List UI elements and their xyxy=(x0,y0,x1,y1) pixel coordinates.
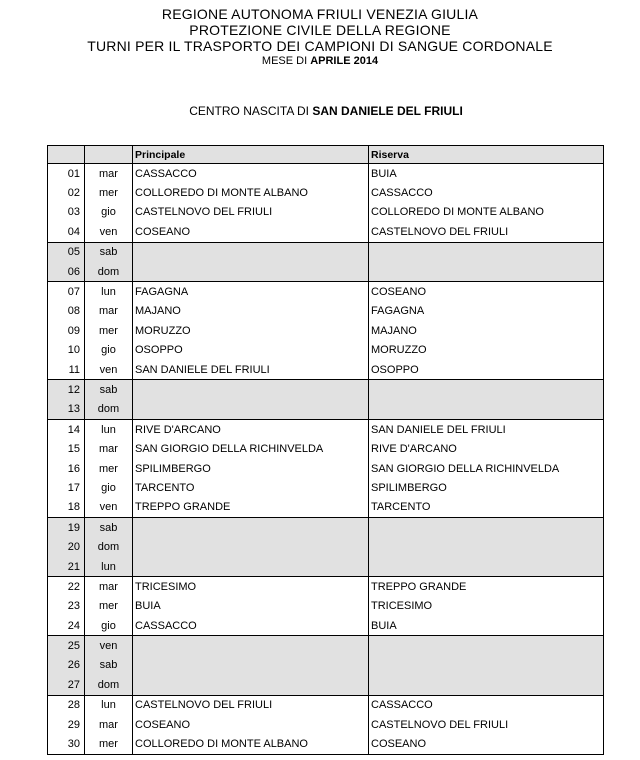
month-line xyxy=(0,54,640,68)
weekday-cell: gio xyxy=(85,341,133,360)
date-cell: 30 xyxy=(48,734,85,754)
month-value: APRILE 2014 xyxy=(310,55,379,67)
date-cell: 19 xyxy=(48,518,85,538)
table-row xyxy=(48,341,604,360)
weekday-cell: sab xyxy=(85,518,133,538)
date-cell: 22 xyxy=(48,577,85,597)
table-row xyxy=(48,203,604,222)
principale-cell xyxy=(133,380,369,400)
date-cell: 24 xyxy=(48,616,85,636)
weekday-cell: mer xyxy=(85,459,133,478)
weekday-cell: gio xyxy=(85,203,133,222)
principale-cell: MAJANO xyxy=(133,302,369,321)
riserva-cell xyxy=(369,537,604,556)
weekday-cell: mar xyxy=(85,577,133,597)
riserva-cell: TRICESIMO xyxy=(369,597,604,616)
date-cell: 27 xyxy=(48,675,85,695)
table-row xyxy=(48,222,604,242)
table-row xyxy=(48,616,604,636)
riserva-cell xyxy=(369,242,604,262)
table-row xyxy=(48,695,604,715)
weekday-cell: mer xyxy=(85,597,133,616)
weekday-cell: dom xyxy=(85,537,133,556)
weekday-cell: ven xyxy=(85,360,133,380)
date-cell: 10 xyxy=(48,341,85,360)
department-title: PROTEZIONE CIVILE DELLA REGIONE xyxy=(189,22,451,38)
table-row xyxy=(48,321,604,340)
table-row xyxy=(48,242,604,262)
riserva-cell xyxy=(369,380,604,400)
principale-cell: TRICESIMO xyxy=(133,577,369,597)
date-cell: 04 xyxy=(48,222,85,242)
principale-cell: COSEANO xyxy=(133,222,369,242)
principale-cell xyxy=(133,675,369,695)
principale-cell: SAN GIORGIO DELLA RICHINVELDA xyxy=(133,439,369,458)
principale-cell: OSOPPO xyxy=(133,341,369,360)
document-header xyxy=(0,6,640,68)
region-title: REGIONE AUTONOMA FRIULI VENEZIA GIULIA xyxy=(161,6,479,22)
principale-cell: COSEANO xyxy=(133,715,369,734)
date-cell: 21 xyxy=(48,557,85,577)
table-row xyxy=(48,734,604,754)
riserva-cell: CASSACCO xyxy=(369,183,604,202)
weekday-cell: mar xyxy=(85,302,133,321)
riserva-cell: TREPPO GRANDE xyxy=(369,577,604,597)
header-riserva: Riserva xyxy=(369,146,604,164)
weekday-cell: mar xyxy=(85,439,133,458)
riserva-cell: MORUZZO xyxy=(369,341,604,360)
principale-cell: COLLOREDO DI MONTE ALBANO xyxy=(133,183,369,202)
table-row xyxy=(48,420,604,440)
weekday-cell: ven xyxy=(85,222,133,242)
date-cell: 08 xyxy=(48,302,85,321)
principale-cell: CASSACCO xyxy=(133,164,369,184)
date-cell: 28 xyxy=(48,695,85,715)
riserva-cell: BUIA xyxy=(369,164,604,184)
table-row xyxy=(48,518,604,538)
riserva-cell xyxy=(369,656,604,675)
principale-cell xyxy=(133,557,369,577)
riserva-cell: COSEANO xyxy=(369,734,604,754)
header-date xyxy=(48,146,85,164)
table-row xyxy=(48,302,604,321)
weekday-cell: ven xyxy=(85,498,133,518)
table-row xyxy=(48,262,604,282)
weekday-cell: mar xyxy=(85,164,133,184)
principale-cell: CASSACCO xyxy=(133,616,369,636)
principale-cell xyxy=(133,242,369,262)
weekday-cell: mar xyxy=(85,715,133,734)
date-cell: 18 xyxy=(48,498,85,518)
principale-cell: BUIA xyxy=(133,597,369,616)
principale-cell: COLLOREDO DI MONTE ALBANO xyxy=(133,734,369,754)
riserva-cell: SAN GIORGIO DELLA RICHINVELDA xyxy=(369,459,604,478)
weekday-cell: mer xyxy=(85,734,133,754)
weekday-cell: mer xyxy=(85,183,133,202)
weekday-cell: ven xyxy=(85,636,133,656)
weekday-cell: lun xyxy=(85,282,133,302)
riserva-cell xyxy=(369,636,604,656)
date-cell: 06 xyxy=(48,262,85,282)
date-cell: 16 xyxy=(48,459,85,478)
table-row xyxy=(48,636,604,656)
riserva-cell: FAGAGNA xyxy=(369,302,604,321)
schedule-body xyxy=(48,164,604,755)
date-cell: 26 xyxy=(48,656,85,675)
weekday-cell: sab xyxy=(85,380,133,400)
table-header-row xyxy=(48,146,604,164)
date-cell: 11 xyxy=(48,360,85,380)
date-cell: 14 xyxy=(48,420,85,440)
weekday-cell: sab xyxy=(85,242,133,262)
riserva-cell xyxy=(369,262,604,282)
date-cell: 07 xyxy=(48,282,85,302)
date-cell: 15 xyxy=(48,439,85,458)
principale-cell xyxy=(133,262,369,282)
table-row xyxy=(48,459,604,478)
riserva-cell: TARCENTO xyxy=(369,498,604,518)
principale-cell: RIVE D'ARCANO xyxy=(133,420,369,440)
table-row xyxy=(48,164,604,184)
riserva-cell: CASSACCO xyxy=(369,695,604,715)
riserva-cell: OSOPPO xyxy=(369,360,604,380)
date-cell: 12 xyxy=(48,380,85,400)
riserva-cell: CASTELNOVO DEL FRIULI xyxy=(369,222,604,242)
date-cell: 23 xyxy=(48,597,85,616)
riserva-cell: RIVE D'ARCANO xyxy=(369,439,604,458)
principale-cell: CASTELNOVO DEL FRIULI xyxy=(133,203,369,222)
riserva-cell: BUIA xyxy=(369,616,604,636)
principale-cell xyxy=(133,400,369,420)
date-cell: 25 xyxy=(48,636,85,656)
table-row xyxy=(48,439,604,458)
date-cell: 17 xyxy=(48,478,85,497)
table-row xyxy=(48,282,604,302)
riserva-cell: COLLOREDO DI MONTE ALBANO xyxy=(369,203,604,222)
riserva-cell: CASTELNOVO DEL FRIULI xyxy=(369,715,604,734)
date-cell: 29 xyxy=(48,715,85,734)
centro-name: SAN DANIELE DEL FRIULI xyxy=(312,104,463,118)
table-row xyxy=(48,537,604,556)
date-cell: 20 xyxy=(48,537,85,556)
weekday-cell: dom xyxy=(85,675,133,695)
table-row xyxy=(48,183,604,202)
date-cell: 13 xyxy=(48,400,85,420)
weekday-cell: gio xyxy=(85,478,133,497)
table-row xyxy=(48,498,604,518)
principale-cell: TREPPO GRANDE xyxy=(133,498,369,518)
table-row xyxy=(48,675,604,695)
table-row xyxy=(48,380,604,400)
table-row xyxy=(48,656,604,675)
weekday-cell: mer xyxy=(85,321,133,340)
weekday-cell: sab xyxy=(85,656,133,675)
riserva-cell: COSEANO xyxy=(369,282,604,302)
document-title: TURNI PER IL TRASPORTO DEI CAMPIONI DI SANGUE CORDONALE xyxy=(87,38,553,54)
date-cell: 09 xyxy=(48,321,85,340)
principale-cell: CASTELNOVO DEL FRIULI xyxy=(133,695,369,715)
riserva-cell xyxy=(369,675,604,695)
principale-cell: FAGAGNA xyxy=(133,282,369,302)
riserva-cell xyxy=(369,518,604,538)
riserva-cell xyxy=(369,400,604,420)
centro-nascita-line xyxy=(0,104,640,118)
table-row xyxy=(48,360,604,380)
date-cell: 03 xyxy=(48,203,85,222)
table-row xyxy=(48,597,604,616)
weekday-cell: lun xyxy=(85,695,133,715)
riserva-cell: SPILIMBERGO xyxy=(369,478,604,497)
header-day xyxy=(85,146,133,164)
header-principale: Principale xyxy=(133,146,369,164)
weekday-cell: dom xyxy=(85,400,133,420)
table-row xyxy=(48,478,604,497)
weekday-cell: gio xyxy=(85,616,133,636)
date-cell: 02 xyxy=(48,183,85,202)
principale-cell xyxy=(133,518,369,538)
table-row xyxy=(48,400,604,420)
principale-cell: SAN DANIELE DEL FRIULI xyxy=(133,360,369,380)
riserva-cell xyxy=(369,557,604,577)
table-row xyxy=(48,715,604,734)
table-row xyxy=(48,557,604,577)
weekday-cell: dom xyxy=(85,262,133,282)
month-prefix: MESE DI xyxy=(261,55,311,67)
principale-cell xyxy=(133,656,369,675)
principale-cell: MORUZZO xyxy=(133,321,369,340)
principale-cell: SPILIMBERGO xyxy=(133,459,369,478)
date-cell: 01 xyxy=(48,164,85,184)
riserva-cell: SAN DANIELE DEL FRIULI xyxy=(369,420,604,440)
principale-cell xyxy=(133,537,369,556)
weekday-cell: lun xyxy=(85,557,133,577)
riserva-cell: MAJANO xyxy=(369,321,604,340)
table-row xyxy=(48,577,604,597)
principale-cell: TARCENTO xyxy=(133,478,369,497)
centro-prefix: CENTRO NASCITA DI xyxy=(189,104,313,118)
schedule-table xyxy=(47,145,604,755)
weekday-cell: lun xyxy=(85,420,133,440)
principale-cell xyxy=(133,636,369,656)
date-cell: 05 xyxy=(48,242,85,262)
